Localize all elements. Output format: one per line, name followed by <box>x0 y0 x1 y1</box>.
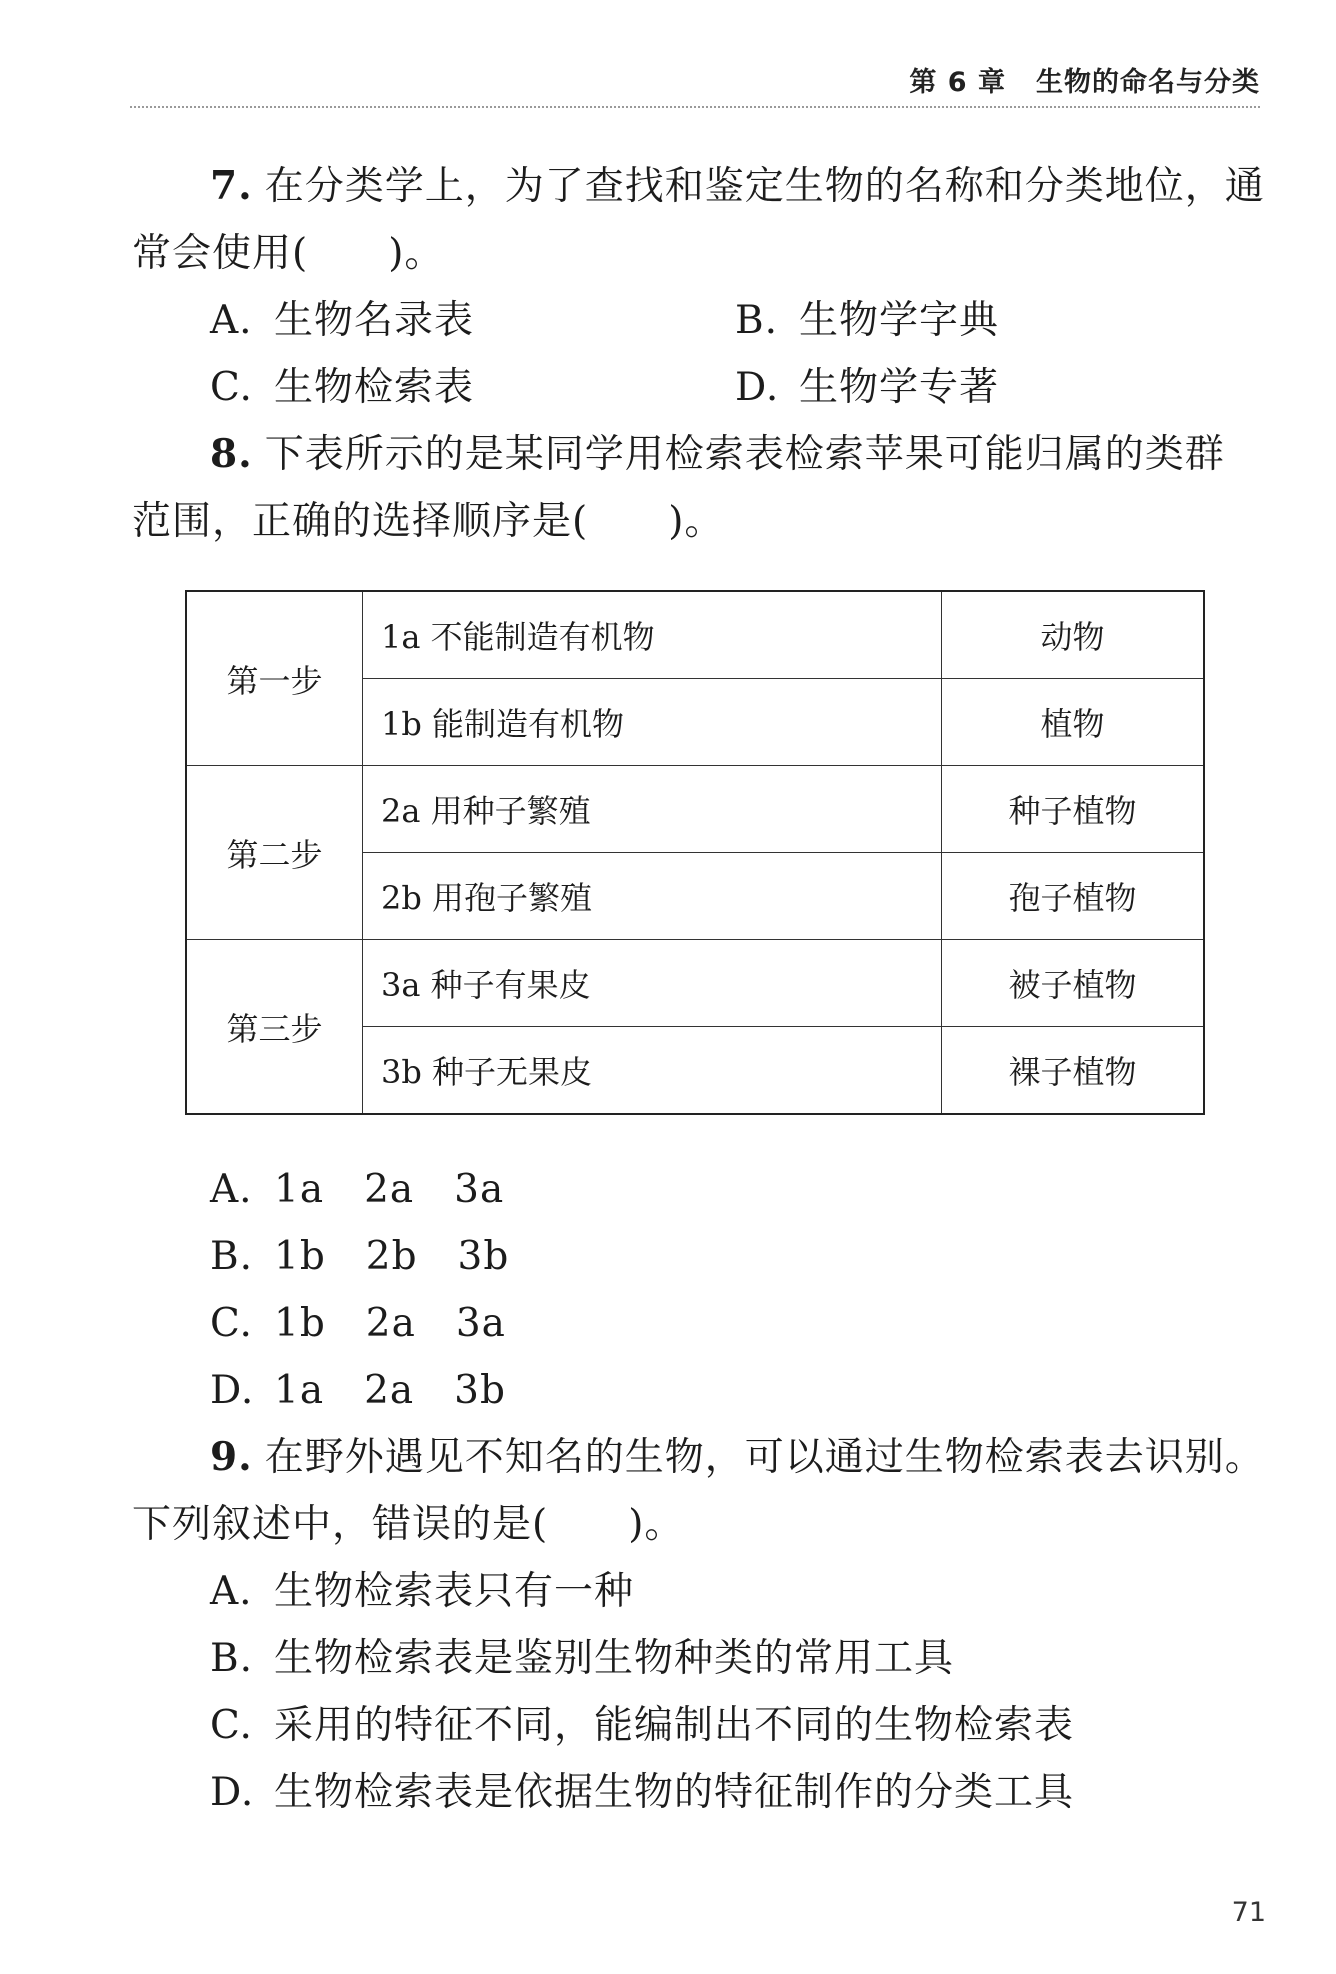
q8-option-d: D. 1a 2a 3b <box>210 1368 506 1413</box>
q9-stem-line1 <box>210 1426 1265 1482</box>
feature-cell: 3b 种子无果皮 <box>363 1027 942 1115</box>
group-cell: 被子植物 <box>942 940 1205 1027</box>
step-cell: 第一步 <box>186 591 363 766</box>
q7-number: 7. <box>210 163 253 209</box>
q8-stem-line1 <box>210 423 1225 479</box>
running-header <box>130 54 1260 108</box>
q9-stem-text1: 在野外遇见不知名的生物，可以通过生物检索表去识别。 <box>264 1435 1265 1480</box>
q9-option-c: C. 采用的特征不同，能编制出不同的生物检索表 <box>210 1703 1075 1748</box>
q9-option-b: B. 生物检索表是鉴别生物种类的常用工具 <box>210 1636 955 1681</box>
step-cell: 第二步 <box>186 766 363 940</box>
feature-cell: 1a 不能制造有机物 <box>363 591 942 679</box>
feature-cell: 1b 能制造有机物 <box>363 679 942 766</box>
q7-stem-line1 <box>210 155 1265 211</box>
dichotomous-key-table <box>185 590 1205 1115</box>
q7-option-a: A. 生物名录表 <box>210 298 475 343</box>
page-number: 71 <box>1231 1897 1266 1928</box>
table-row <box>186 591 1204 679</box>
q7-option-b: B. 生物学字典 <box>735 298 1000 343</box>
header-text <box>909 60 1260 99</box>
table-row <box>186 940 1204 1027</box>
table-row <box>186 766 1204 853</box>
q8-option-a: A. 1a 2a 3a <box>210 1167 505 1212</box>
q8-stem-text1: 下表所示的是某同学用检索表检索苹果可能归属的类群 <box>264 432 1225 477</box>
group-cell: 孢子植物 <box>942 853 1205 940</box>
q9-option-a: A. 生物检索表只有一种 <box>210 1569 635 1614</box>
feature-cell: 2b 用孢子繁殖 <box>363 853 942 940</box>
q7-stem-text1: 在分类学上，为了查找和鉴定生物的名称和分类地位，通 <box>264 164 1265 209</box>
q8-option-b: B. 1b 2b 3b <box>210 1234 510 1279</box>
header-title: 生物的命名与分类 <box>1036 67 1260 98</box>
q8-stem-line2: 范围，正确的选择顺序是( )。 <box>132 499 725 544</box>
feature-cell: 3a 种子有果皮 <box>363 940 942 1027</box>
group-cell: 种子植物 <box>942 766 1205 853</box>
step-cell: 第三步 <box>186 940 363 1115</box>
feature-cell: 2a 用种子繁殖 <box>363 766 942 853</box>
q9-stem-line2: 下列叙述中，错误的是( )。 <box>132 1502 685 1547</box>
q8-option-c: C. 1b 2a 3a <box>210 1301 506 1346</box>
q9-option-d: D. 生物检索表是依据生物的特征制作的分类工具 <box>210 1770 1075 1815</box>
group-cell: 裸子植物 <box>942 1027 1205 1115</box>
header-chapter: 第 6 章 <box>909 67 1006 98</box>
q7-option-d: D. 生物学专著 <box>735 365 1000 410</box>
q9-number: 9. <box>210 1434 253 1480</box>
group-cell: 植物 <box>942 679 1205 766</box>
group-cell: 动物 <box>942 591 1205 679</box>
q8-number: 8. <box>210 431 253 477</box>
q7-stem-line2: 常会使用( )。 <box>132 231 445 276</box>
q7-option-c: C. 生物检索表 <box>210 365 475 410</box>
